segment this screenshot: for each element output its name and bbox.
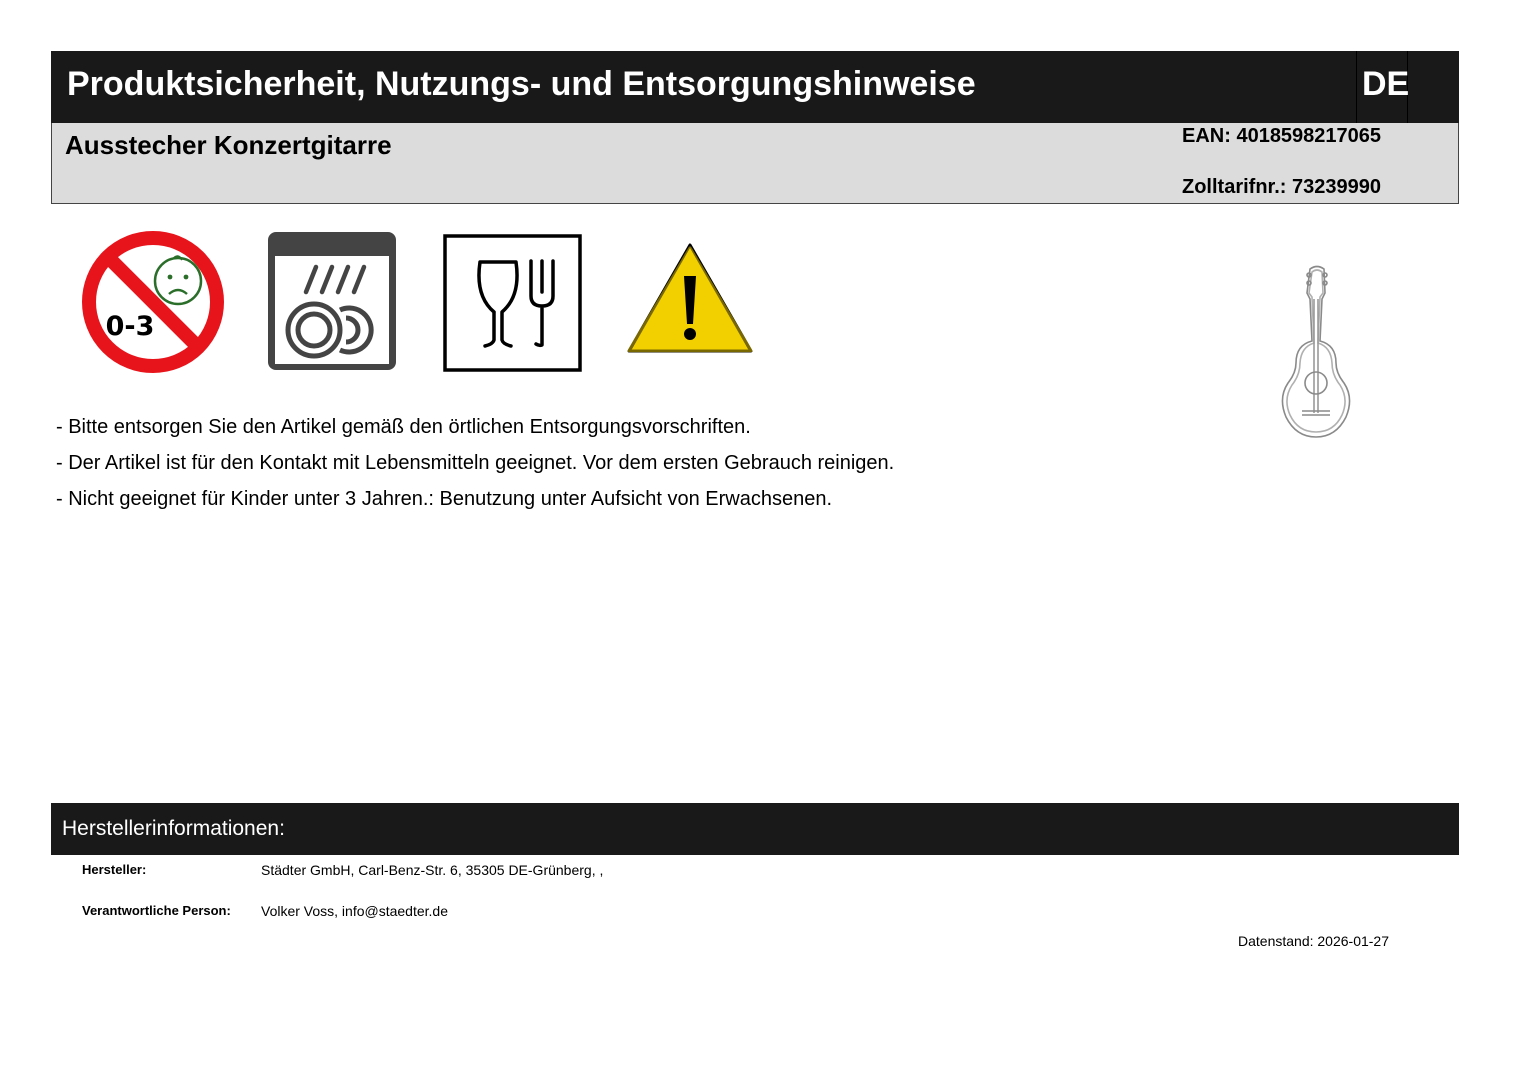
ean-number: EAN: 4018598217065: [1182, 125, 1382, 147]
customs-tariff-number: Zolltarifnr.: 73239990: [1182, 176, 1381, 198]
language-code: DE: [1362, 65, 1410, 103]
child-safety-note: - Nicht geeignet für Kinder unter 3 Jahren.: Benutzung unter Aufsicht von Erwachsenen.: [56, 488, 833, 510]
food-contact-note: - Der Artikel ist für den Kontakt mit Lebensmitteln geeignet. Vor dem ersten Gebrauch reinigen.: [56, 452, 895, 474]
baby-face-icon: [155, 256, 201, 304]
language-box: [1356, 51, 1408, 123]
data-date: Datenstand: 2026-01-27: [1238, 933, 1389, 949]
title-bar: [51, 51, 1459, 123]
product-name: Ausstecher Konzertgitarre: [65, 130, 392, 160]
not-for-children-0-3-icon: [80, 230, 226, 376]
guitar-cookie-cutter-image: [1274, 263, 1358, 443]
age-range-label: 0-3: [105, 311, 155, 342]
manufacturer-heading: Herstellerinformationen:: [62, 817, 285, 840]
responsible-person-label: Verantwortliche Person:: [82, 903, 231, 918]
manufacturer-address: Städter GmbH, Carl-Benz-Str. 6, 35305 DE-Grünberg, ,: [261, 862, 604, 878]
warning-icon: [624, 240, 756, 358]
dishwasher-safe-icon: [266, 230, 398, 372]
food-safe-icon: [443, 234, 583, 373]
product-info-bar: [51, 123, 1459, 204]
page-title: Produktsicherheit, Nutzungs- und Entsorgungshinweise: [67, 65, 976, 103]
manufacturer-label: Hersteller:: [82, 862, 147, 877]
manufacturer-heading-bar: [51, 803, 1459, 855]
responsible-person-contact: Volker Voss, info@staedter.de: [261, 903, 448, 919]
usage-notes: [56, 414, 894, 522]
disposal-note: - Bitte entsorgen Sie den Artikel gemäß den örtlichen Entsorgungsvorschriften.: [56, 416, 751, 438]
